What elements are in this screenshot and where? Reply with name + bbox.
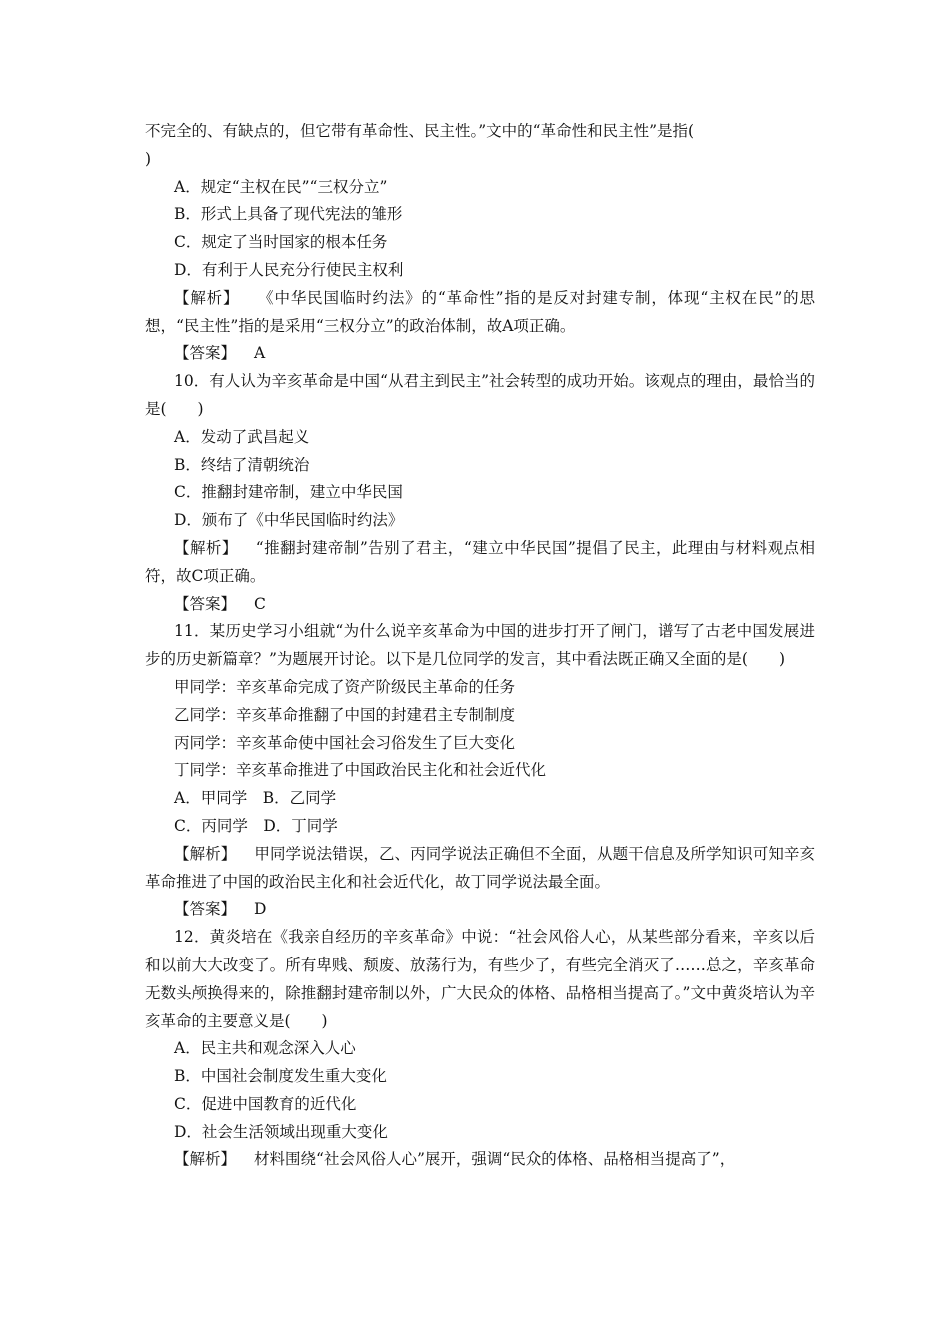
- q9-stem-close: ): [145, 149, 152, 168]
- q12-option-c: C．促进中国教育的近代化: [174, 1094, 357, 1113]
- q11-options-row2: C．丙同学 D．丁同学: [174, 816, 338, 835]
- analysis-text: 甲同学说法错误，乙、丙同学说法正确但不全面，从题干信息及所学知识可知辛亥革命推进了中国的政治民主化和社会近代化，故丁同学说法最全面。: [145, 844, 815, 891]
- q10-analysis: [145, 535, 815, 591]
- q9-option-c: C．规定了当时国家的根本任务: [174, 233, 388, 252]
- q11-analysis: [145, 841, 815, 897]
- q9-analysis: [145, 285, 815, 341]
- q12-stem: 12．黄炎培在《我亲自经历的辛亥革命》中说：“社会风俗人心，从某些部分看来，辛亥以后和以前大大改变了。所有卑贱、颓废、放荡行为，有些少了，有些完全消灭了……总之，辛亥革命无数头颅换得来的，除推翻封建帝制以外，广大民众的体格、品格相当提高了。”文中黄炎培认为辛亥革命的主要意义是( ): [145, 928, 815, 1030]
- analysis-label: 【解析】: [174, 1150, 237, 1169]
- q10-option-d: D．颁布了《中华民国临时约法》: [174, 511, 404, 530]
- q12-option-b: B．中国社会制度发生重大变化: [174, 1067, 387, 1086]
- q12-analysis: [145, 1146, 815, 1174]
- q12-option-a: A．民主共和观念深入人心: [174, 1039, 356, 1058]
- answer-value: C: [254, 594, 266, 613]
- q11-options-row1: A．甲同学 B．乙同学: [174, 789, 337, 808]
- q10-option-b: B．终结了清朝统治: [174, 455, 310, 474]
- q11-statement-jia: 甲同学：辛亥革命完成了资产阶级民主革命的任务: [174, 677, 516, 696]
- answer-label: 【答案】: [174, 594, 237, 613]
- analysis-label: 【解析】: [174, 844, 237, 863]
- q11-stem: 11．某历史学习小组就“为什么说辛亥革命为中国的进步打开了闸门，谱写了古老中国发展进步的历史新篇章？”为题展开讨论。以下是几位同学的发言，其中看法既正确又全面的是( ): [145, 622, 815, 669]
- analysis-text: “推翻封建帝制”告别了君主，“建立中华民国”提倡了民主，此理由与材料观点相符，故C项正确。: [145, 538, 815, 585]
- q10-option-c: C．推翻封建帝制，建立中华民国: [174, 483, 403, 502]
- document-body: [145, 118, 815, 1174]
- q12-option-d: D．社会生活领域出现重大变化: [174, 1122, 388, 1141]
- q9-option-d: D．有利于人民充分行使民主权利: [174, 260, 404, 279]
- q9-option-a: A．规定“主权在民”“三权分立”: [174, 177, 388, 196]
- q9-stem-tail: 不完全的、有缺点的，但它带有革命性、民主性。”文中的“革命性和民主性”是指(: [145, 122, 695, 140]
- q11-answer: [145, 896, 815, 924]
- analysis-label: 【解析】: [174, 538, 238, 557]
- q9-option-b: B．形式上具备了现代宪法的雏形: [174, 205, 403, 224]
- q10-stem: 10．有人认为辛亥革命是中国“从君主到民主”社会转型的成功开始。该观点的理由，最恰当的是( ): [145, 372, 815, 418]
- q11-statement-ding: 丁同学：辛亥革命推进了中国政治民主化和社会近代化: [174, 761, 547, 780]
- q10-answer: [145, 591, 815, 619]
- answer-label: 【答案】: [174, 344, 237, 363]
- analysis-text: 材料围绕“社会风俗人心”展开，强调“民众的体格、品格相当提高了”，: [254, 1150, 736, 1169]
- answer-label: 【答案】: [174, 900, 237, 919]
- answer-value: D: [254, 900, 267, 919]
- q9-answer: [145, 340, 815, 368]
- q10-option-a: A．发动了武昌起义: [174, 427, 310, 446]
- analysis-label: 【解析】: [174, 288, 240, 307]
- analysis-text: 《中华民国临时约法》的“革命性”指的是反对封建专制，体现“主权在民”的思想，“民主性”指的是采用“三权分立”的政治体制，故A项正确。: [145, 288, 815, 335]
- q11-statement-bing: 丙同学：辛亥革命使中国社会习俗发生了巨大变化: [174, 733, 516, 752]
- answer-value: A: [254, 344, 266, 363]
- q11-statement-yi: 乙同学：辛亥革命推翻了中国的封建君主专制制度: [174, 705, 516, 724]
